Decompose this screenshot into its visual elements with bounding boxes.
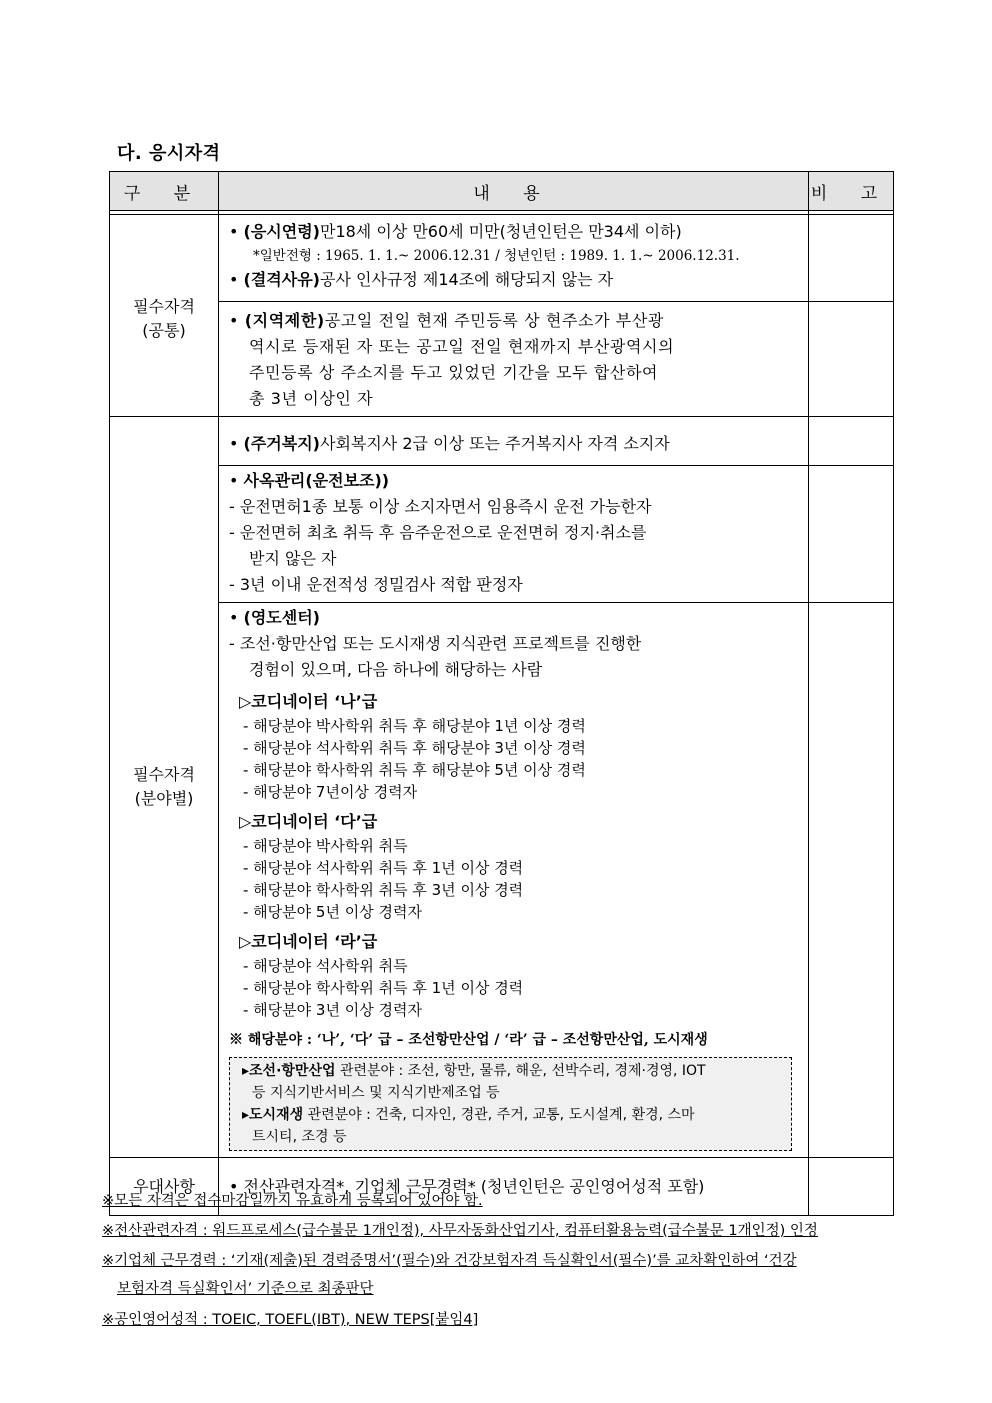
box-urban-text: 관련분야 : 건축, 디자인, 경관, 주거, 교통, 도시설계, 환경, 스마 bbox=[303, 1107, 695, 1123]
region-heading: (지역제한) bbox=[244, 311, 325, 330]
remark-cell bbox=[809, 215, 894, 302]
grade-ra-heading: ▷코디네이터 ‘라’급 bbox=[239, 932, 378, 951]
header-content: 내 용 bbox=[219, 172, 809, 211]
footnote-it-cert: ※전산관련자격 : 워드프로세스(급수불문 1개인정), 사무자동화산업기사, 컴퓨터활용능력(급수불문 1개인정) 인정 bbox=[102, 1223, 818, 1239]
footnote-validity: ※모든 자격은 접수마감일까지 유효하게 등록되어 있어야 함. bbox=[102, 1193, 483, 1209]
office-line-3: 받지 않은 자 bbox=[249, 549, 337, 568]
qualification-table bbox=[109, 171, 894, 1216]
disq-text: 공사 인사규정 제14조에 해당되지 않는 자 bbox=[319, 270, 614, 289]
bullet: • bbox=[229, 270, 239, 289]
grade-na-heading: ▷코디네이터 ‘나’급 bbox=[239, 692, 378, 711]
remark-cell bbox=[809, 1158, 894, 1216]
list-item: - 해당분야 석사학위 취득 bbox=[243, 957, 408, 975]
footnote-english: ※공인영어성적 : TOEIC, TOEFL(IBT), NEW TEPS[붙임4] bbox=[102, 1312, 479, 1328]
list-item: - 해당분야 학사학위 취득 후 3년 이상 경력 bbox=[243, 881, 524, 899]
bullet: • bbox=[229, 471, 239, 490]
region-text-4: 총 3년 이상인 자 bbox=[249, 389, 374, 408]
bullet: • bbox=[229, 222, 239, 241]
category-field: 필수자격 (분야별) bbox=[110, 417, 219, 1158]
field-note: ※ 해당분야 : ‘나’, ‘다’ 급 – 조선항만산업 / ‘라’ 급 – 조선항만산업, 도시재생 bbox=[229, 1032, 708, 1048]
office-line-4: - 3년 이내 운전적성 정밀검사 적합 판정자 bbox=[229, 575, 523, 594]
list-item: - 해당분야 7년이상 경력자 bbox=[243, 783, 418, 801]
list-item: - 해당분야 박사학위 취득 bbox=[243, 837, 408, 855]
bullet: • bbox=[229, 434, 239, 453]
category-preference: 우대사항 bbox=[110, 1158, 219, 1216]
box-shipbuilding-heading: 조선·항만산업 bbox=[249, 1063, 336, 1079]
list-item: - 해당분야 학사학위 취득 후 해당분야 5년 이상 경력 bbox=[243, 761, 586, 779]
bullet: • bbox=[229, 311, 240, 330]
table-row bbox=[110, 302, 894, 417]
grade-da-heading: ▷코디네이터 ‘다’급 bbox=[239, 812, 378, 831]
bullet: • bbox=[229, 1176, 239, 1196]
footnote-career: ※기업체 근무경력 : ‘기재(제출)된 경력증명서’(필수)와 건강보험자격 득실확인서(필수)’를 교차확인하여 ‘건강 bbox=[102, 1253, 797, 1269]
region-text-3: 주민등록 상 주소지를 두고 있었던 기간을 모두 합산하여 bbox=[249, 363, 659, 382]
disq-heading: (결격사유) bbox=[243, 270, 320, 289]
list-item: - 해당분야 학사학위 취득 후 1년 이상 경력 bbox=[243, 979, 524, 997]
box-bullet: ▸ bbox=[242, 1107, 250, 1123]
box-shipbuilding-text: 관련분야 : 조선, 항만, 물류, 해운, 선박수리, 경제·경영, IOT bbox=[335, 1063, 706, 1079]
cell-housing bbox=[219, 417, 809, 466]
footnote-career-cont: 보험자격 득실확인서’ 기준으로 최종판단 bbox=[117, 1281, 374, 1297]
table-row bbox=[110, 466, 894, 603]
housing-text: 사회복지사 2급 이상 또는 주거복지사 자격 소지자 bbox=[319, 434, 670, 453]
list-item: - 해당분야 석사학위 취득 후 해당분야 3년 이상 경력 bbox=[243, 739, 586, 757]
list-item: - 해당분야 3년 이상 경력자 bbox=[243, 1001, 422, 1019]
list-item: - 해당분야 5년 이상 경력자 bbox=[243, 903, 422, 921]
yeongdo-line-1: - 조선·항만산업 또는 도시재생 지식관련 프로젝트를 진행한 bbox=[229, 634, 642, 653]
section-title: 다. 응시자격 bbox=[117, 143, 221, 164]
table-row bbox=[110, 417, 894, 466]
remark-cell bbox=[809, 603, 894, 1158]
age-heading: (응시연령) bbox=[243, 222, 320, 241]
cell-office bbox=[219, 466, 809, 603]
cell-age-disq bbox=[219, 215, 809, 302]
header-category: 구 분 bbox=[110, 172, 219, 211]
cell-region bbox=[219, 302, 809, 417]
remark-cell bbox=[809, 417, 894, 466]
remark-cell bbox=[809, 466, 894, 603]
housing-heading: (주거복지) bbox=[243, 434, 320, 453]
preference-text: 전산관련자격*, 기업체 근무경력* (청년인턴은 공인영어성적 포함) bbox=[243, 1176, 705, 1196]
box-urban-text-2: 트시티, 조경 등 bbox=[252, 1129, 347, 1145]
yeongdo-heading: (영도센터) bbox=[243, 608, 320, 627]
age-text: 만18세 이상 만60세 미만(청년인턴은 만34세 이하) bbox=[319, 222, 682, 241]
remark-cell bbox=[809, 302, 894, 417]
category-common: 필수자격 (공통) bbox=[110, 215, 219, 417]
field-description-box bbox=[229, 1057, 792, 1151]
list-item: - 해당분야 석사학위 취득 후 1년 이상 경력 bbox=[243, 859, 524, 877]
table-row bbox=[110, 603, 894, 1158]
office-line-2: - 운전면허 최초 취득 후 음주운전으로 운전면허 정지·취소를 bbox=[229, 523, 647, 542]
yeongdo-line-2: 경험이 있으며, 다음 하나에 해당하는 사람 bbox=[249, 660, 543, 679]
box-bullet: ▸ bbox=[242, 1063, 250, 1079]
office-heading: 사옥관리(운전보조)) bbox=[243, 471, 390, 490]
region-text-1: 공고일 전일 현재 주민등록 상 현주소가 부산광 bbox=[324, 311, 664, 330]
cell-yeongdo bbox=[219, 603, 809, 1158]
box-urban-heading: 도시재생 bbox=[249, 1107, 304, 1123]
box-shipbuilding-text-2: 등 지식기반서비스 및 지식기반제조업 등 bbox=[252, 1085, 500, 1101]
region-text-2: 역시로 등재된 자 또는 공고일 전일 현재까지 부산광역시의 bbox=[249, 337, 675, 356]
header-remarks: 비 고 bbox=[809, 172, 894, 211]
office-line-1: - 운전면허1종 보통 이상 소지자면서 임용즉시 운전 가능한자 bbox=[229, 497, 652, 516]
table-header-row bbox=[110, 172, 894, 211]
list-item: - 해당분야 박사학위 취득 후 해당분야 1년 이상 경력 bbox=[243, 717, 586, 735]
bullet: • bbox=[229, 608, 239, 627]
table-row bbox=[110, 215, 894, 302]
age-subnote: *일반전형 : 1965. 1. 1.~ 2006.12.31 / 청년인턴 : 1989. 1. 1.~ 2006.12.31. bbox=[253, 248, 740, 264]
